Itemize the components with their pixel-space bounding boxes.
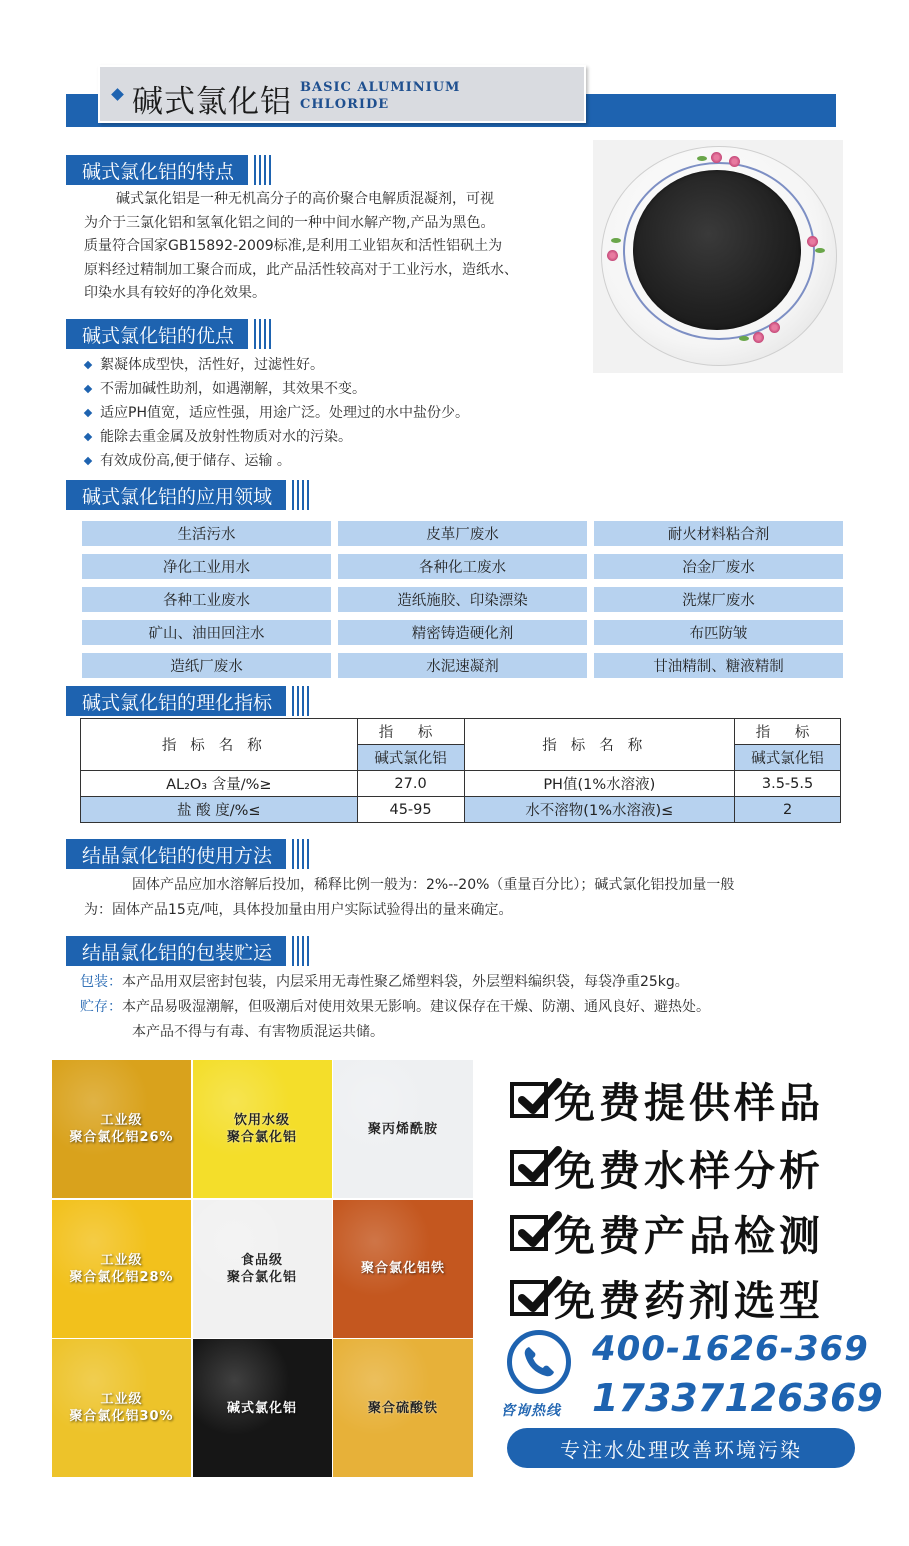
application-cell: 净化工业用水 bbox=[82, 554, 331, 579]
product-label-line: 工业级 bbox=[100, 1392, 143, 1407]
packaging-label: 包装： bbox=[80, 974, 122, 990]
list-item: 有效成份高,便于储存、运输 。 bbox=[82, 449, 602, 473]
black-powder bbox=[633, 170, 801, 330]
applications-heading bbox=[66, 480, 309, 510]
product-label bbox=[69, 1391, 173, 1425]
product-label bbox=[368, 1121, 438, 1138]
promo-item bbox=[510, 1268, 824, 1327]
product-label bbox=[69, 1252, 173, 1286]
checkbox-icon bbox=[510, 1082, 548, 1118]
promo-text: 免费产品检测 bbox=[554, 1212, 824, 1260]
product-label-line: 聚合氯化铝 bbox=[226, 1269, 297, 1285]
table-row bbox=[81, 797, 841, 823]
product-tile bbox=[333, 1339, 473, 1477]
product-tile bbox=[333, 1200, 473, 1338]
packaging-paragraph bbox=[80, 970, 880, 1045]
spec-table bbox=[80, 718, 841, 823]
usage-heading bbox=[66, 839, 309, 869]
features-line: 质量符合国家GB15892-2009标准,是利用工业铝灰和活性铝矾土为 bbox=[84, 238, 503, 254]
application-cell: 各种化工废水 bbox=[338, 554, 587, 579]
product-tile bbox=[52, 1339, 191, 1477]
applications-heading-label: 碱式氯化铝的应用领域 bbox=[66, 480, 286, 510]
page-title: 碱式氯化铝 bbox=[132, 84, 292, 120]
features-paragraph bbox=[84, 188, 584, 306]
bullet-icon bbox=[84, 457, 92, 465]
packaging-line: 包装：本产品用双层密封包装，内层采用无毒性聚乙烯塑料袋，外层塑料编织袋，每袋净重25kg。 bbox=[80, 974, 689, 990]
storage-line: 贮存：本产品易吸湿潮解，但吸潮后对使用效果无影响。建议保存在干燥、防潮、通风良好、避热处。 bbox=[80, 999, 710, 1015]
product-label-line: 聚丙烯酰胺 bbox=[367, 1121, 438, 1137]
product-label-line: 聚合硫酸铁 bbox=[367, 1400, 438, 1416]
heading-stripes bbox=[251, 155, 271, 185]
application-cell: 精密铸造硬化剂 bbox=[338, 620, 587, 645]
advantages-heading-label: 碱式氯化铝的优点 bbox=[66, 319, 248, 349]
application-cell: 冶金厂废水 bbox=[594, 554, 843, 579]
spec-name-header: 指标名称 bbox=[464, 719, 735, 771]
phone-number-1: 400-1626-369 bbox=[592, 1329, 869, 1369]
usage-line: 固体产品应加水溶解后投加，稀释比例一般为：2%--20%（重量百分比）；碱式氯化铝投加量一般 bbox=[132, 877, 735, 893]
bullet-icon bbox=[84, 361, 92, 369]
product-label bbox=[227, 1252, 297, 1286]
english-title-line-1: BASIC ALUMINIUM bbox=[300, 80, 461, 95]
usage-heading-label: 结晶氯化铝的使用方法 bbox=[66, 839, 286, 869]
spec-cell: PH值(1%水溶液) bbox=[464, 771, 735, 797]
applications-grid bbox=[82, 521, 844, 678]
promo-text: 免费提供样品 bbox=[554, 1079, 824, 1127]
application-cell: 耐火材料粘合剂 bbox=[594, 521, 843, 546]
heading-stripes bbox=[289, 686, 309, 716]
spec-product-header: 碱式氯化铝 bbox=[735, 745, 841, 771]
heading-stripes bbox=[289, 480, 309, 510]
promo-text: 免费药剂选型 bbox=[554, 1277, 824, 1325]
features-line: 原料经过精制加工聚合而成，此产品活性较高对于工业污水，造纸水、 bbox=[84, 261, 518, 278]
application-cell: 造纸厂废水 bbox=[82, 653, 331, 678]
heading-stripes bbox=[251, 319, 271, 349]
features-line: 碱式氯化铝是一种无机高分子的高价聚合电解质混凝剂，可视 bbox=[116, 191, 494, 207]
hotline-label: 咨询热线 bbox=[501, 1403, 561, 1419]
spec-cell: 盐 酸 度/%≤ bbox=[81, 797, 358, 823]
product-label-line: 工业级 bbox=[100, 1113, 143, 1128]
heading-stripes bbox=[289, 839, 309, 869]
storage-extra-line: 本产品不得与有毒、有害物质混运共储。 bbox=[132, 1024, 384, 1040]
list-item: 不需加碱性助剂，如遇潮解，其效果不变。 bbox=[82, 377, 602, 401]
product-label bbox=[69, 1112, 173, 1146]
product-label bbox=[227, 1400, 297, 1417]
checkbox-icon bbox=[510, 1215, 548, 1251]
spec-cell: 27.0 bbox=[357, 771, 464, 797]
checkbox-icon bbox=[510, 1280, 548, 1316]
product-label-line: 聚合氯化铝30% bbox=[69, 1409, 174, 1424]
bullet-icon bbox=[84, 433, 92, 441]
spec-cell: 45-95 bbox=[357, 797, 464, 823]
usage-paragraph bbox=[84, 873, 874, 923]
bullet-icon bbox=[84, 385, 92, 393]
spec-product-header: 碱式氯化铝 bbox=[357, 745, 464, 771]
specs-heading bbox=[66, 686, 309, 716]
advantages-heading bbox=[66, 319, 271, 349]
features-line: 为介于三氯化铝和氢氧化铝之间的一种中间水解产物,产品为黑色。 bbox=[84, 214, 495, 231]
spec-cell: 3.5-5.5 bbox=[735, 771, 841, 797]
bullet-icon bbox=[84, 409, 92, 417]
application-cell: 皮革厂废水 bbox=[338, 521, 587, 546]
product-label-line: 聚合氯化铝28% bbox=[69, 1269, 174, 1285]
product-tile bbox=[193, 1200, 332, 1338]
table-row bbox=[81, 771, 841, 797]
product-label-line: 聚合氯化铝 bbox=[226, 1130, 297, 1145]
storage-label: 贮存： bbox=[80, 999, 122, 1015]
spec-cell: 2 bbox=[735, 797, 841, 823]
application-cell: 甘油精制、糖液精制 bbox=[594, 653, 843, 678]
spec-value-header: 指 标 bbox=[357, 719, 464, 745]
list-item: 能除去重金属及放射性物质对水的污染。 bbox=[82, 425, 602, 449]
advantages-list bbox=[82, 353, 602, 473]
product-label bbox=[368, 1400, 438, 1417]
spec-value-header: 指 标 bbox=[735, 719, 841, 745]
english-title-line-2: CHLORIDE bbox=[300, 97, 390, 112]
product-photo bbox=[593, 140, 843, 373]
packaging-heading bbox=[66, 936, 309, 966]
product-tiles bbox=[52, 1060, 470, 1477]
application-cell: 生活污水 bbox=[82, 521, 331, 546]
product-label bbox=[227, 1112, 297, 1146]
product-label-line: 工业级 bbox=[100, 1252, 143, 1268]
features-heading-label: 碱式氯化铝的特点 bbox=[66, 155, 248, 185]
product-tile bbox=[193, 1339, 332, 1477]
slogan-pill: 专注水处理改善环境污染 bbox=[507, 1428, 855, 1468]
application-cell: 矿山、油田回注水 bbox=[82, 620, 331, 645]
application-cell: 造纸施胶、印染漂染 bbox=[338, 587, 587, 612]
product-tile bbox=[52, 1200, 191, 1338]
specs-heading-label: 碱式氯化铝的理化指标 bbox=[66, 686, 286, 716]
heading-stripes bbox=[289, 936, 309, 966]
spec-cell: 水不溶物(1%水溶液)≤ bbox=[464, 797, 735, 823]
page-title-english bbox=[300, 79, 460, 113]
application-cell: 水泥速凝剂 bbox=[338, 653, 587, 678]
phone-icon bbox=[507, 1330, 571, 1394]
features-line: 印染水具有较好的净化效果。 bbox=[84, 285, 266, 301]
list-item: 适应PH值宽，适应性强，用途广泛。处理过的水中盐份少。 bbox=[82, 401, 602, 425]
product-tile bbox=[333, 1060, 473, 1198]
promo-text: 免费水样分析 bbox=[554, 1147, 824, 1195]
product-label-line: 聚合氯化铝铁 bbox=[360, 1261, 445, 1276]
features-heading bbox=[66, 155, 271, 185]
product-label-line: 饮用水级 bbox=[233, 1113, 290, 1128]
application-cell: 布匹防皱 bbox=[594, 620, 843, 645]
checkbox-icon bbox=[510, 1150, 548, 1186]
application-cell: 洗煤厂废水 bbox=[594, 587, 843, 612]
product-tile bbox=[193, 1060, 332, 1198]
phone-number-2: 17337126369 bbox=[592, 1376, 883, 1420]
spec-cell: AL₂O₃ 含量/%≥ bbox=[81, 771, 358, 797]
list-item: 絮凝体成型快，活性好，过滤性好。 bbox=[82, 353, 602, 377]
spec-name-header: 指标名称 bbox=[81, 719, 358, 771]
promo-item bbox=[510, 1138, 824, 1197]
promo-item bbox=[510, 1203, 824, 1262]
promo-item bbox=[510, 1070, 824, 1129]
product-label-line: 食品级 bbox=[240, 1252, 283, 1268]
product-label-line: 碱式氯化铝 bbox=[226, 1400, 297, 1416]
application-cell: 各种工业废水 bbox=[82, 587, 331, 612]
product-label bbox=[361, 1260, 445, 1277]
product-tile bbox=[52, 1060, 191, 1198]
product-label-line: 聚合氯化铝26% bbox=[69, 1130, 174, 1145]
usage-line: 为：固体产品15克/吨，具体投加量由用户实际试验得出的量来确定。 bbox=[84, 902, 513, 918]
packaging-heading-label: 结晶氯化铝的包装贮运 bbox=[66, 936, 286, 966]
